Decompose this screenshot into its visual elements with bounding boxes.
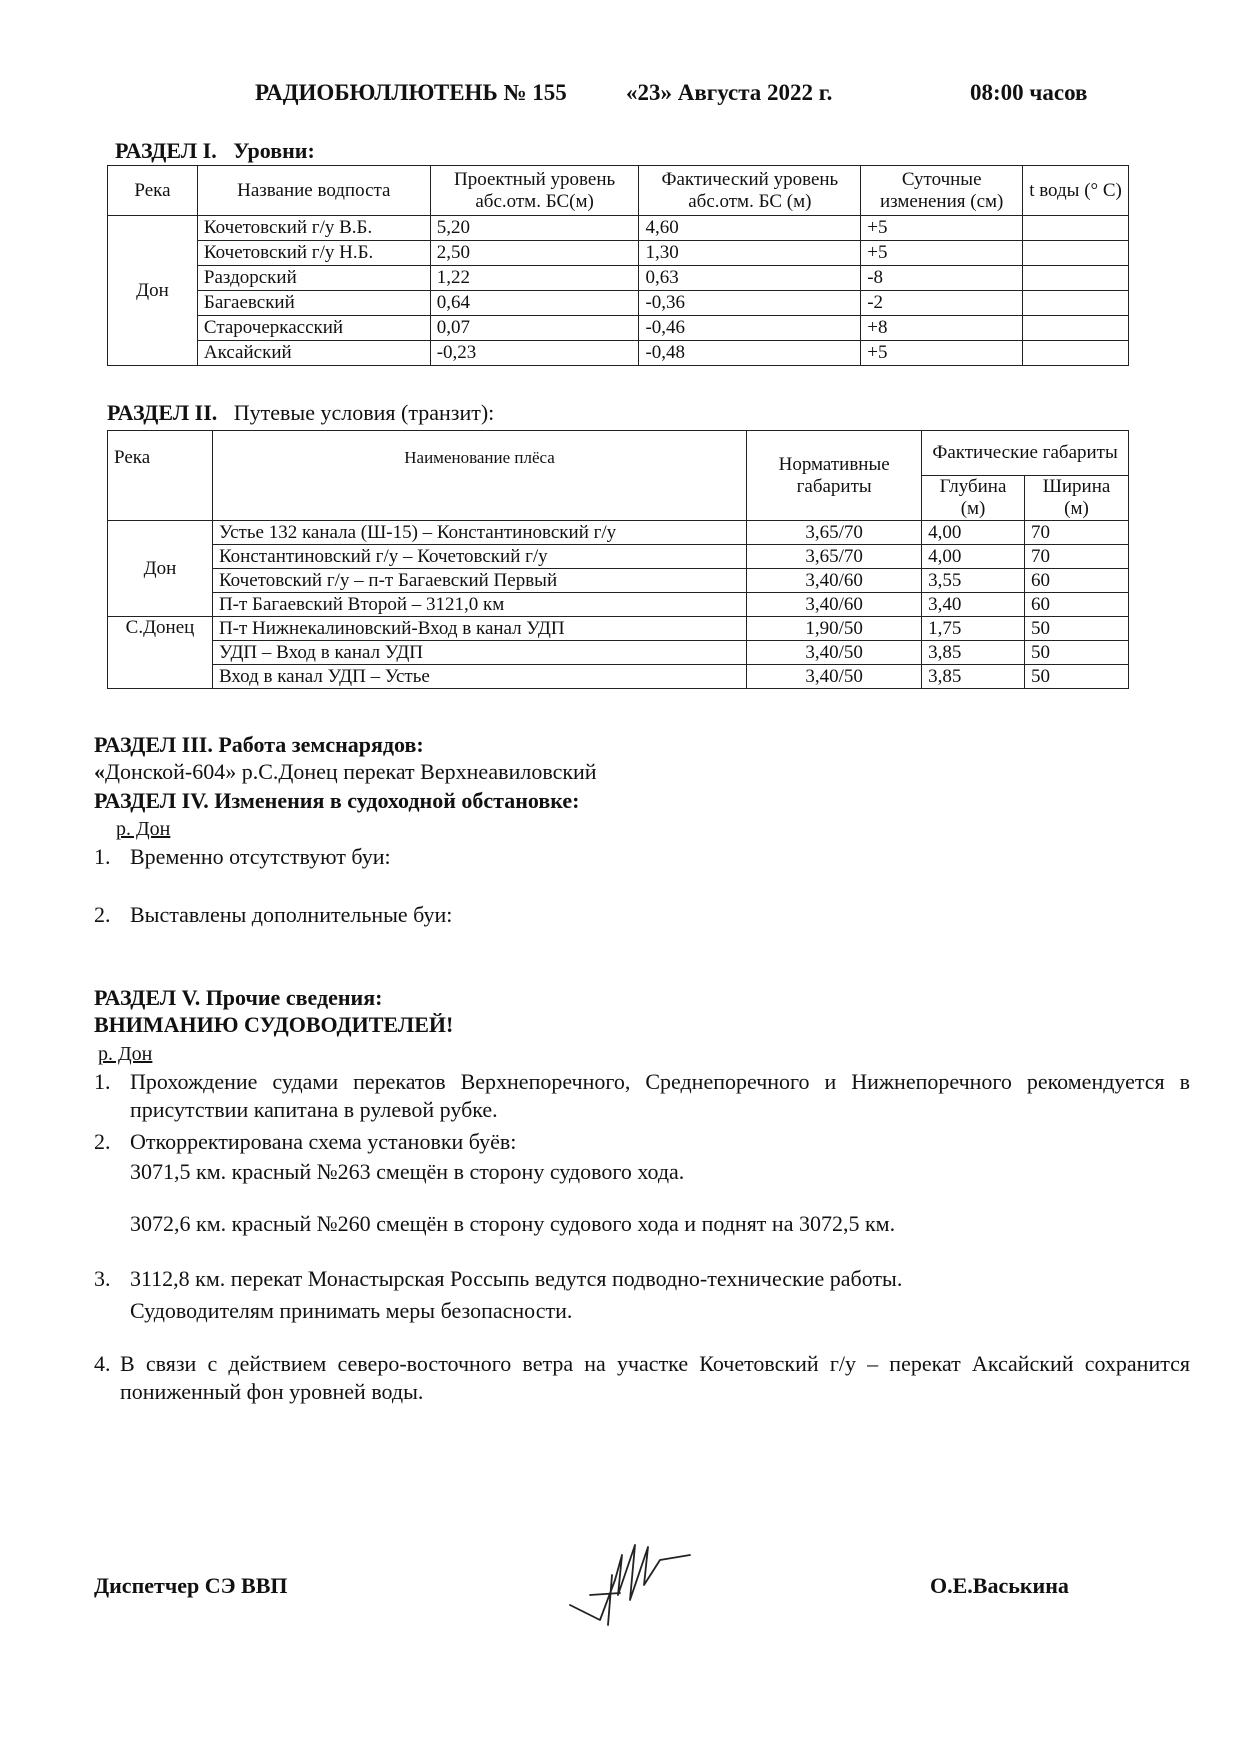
bulletin-time: 08:00 часов: [970, 80, 1088, 105]
depth-cell: 4,00: [922, 521, 1025, 545]
project-cell: 1,22: [430, 266, 639, 291]
table-row: [108, 341, 1129, 366]
fact-cell: 1,30: [639, 241, 861, 266]
temp-cell: [1023, 316, 1129, 341]
fact-cell: 4,60: [639, 216, 861, 241]
river-cell: С.Донец: [108, 617, 213, 689]
change-cell: +5: [861, 341, 1023, 366]
section5-river: р. Дон: [98, 1043, 153, 1065]
reach-cell: П-т Нижнекалиновский-Вход в канал УДП: [212, 617, 746, 641]
width-cell: 70: [1025, 545, 1129, 569]
temp-cell: [1023, 341, 1129, 366]
change-cell: +5: [861, 216, 1023, 241]
post-cell: Кочетовский г/у Н.Б.: [197, 241, 430, 266]
temp-cell: [1023, 266, 1129, 291]
fact-cell: -0,48: [639, 341, 861, 366]
table-row: [108, 665, 1129, 689]
project-cell: -0,23: [430, 341, 639, 366]
buoy-line-2: 3072,6 км. красный №260 смещён в сторону судового хода и поднят на 3072,5 км.: [130, 1211, 896, 1236]
section3-text: «Донской-604» р.С.Донец перекат Верхнеавиловский: [94, 759, 597, 784]
levels-header-row: [108, 166, 1129, 216]
reach-cell: Вход в канал УДП – Устье: [212, 665, 746, 689]
col-depth: Глубина (м): [922, 476, 1025, 521]
col-fact: Фактический уровень абс.отм. БС (м): [639, 166, 861, 216]
norm-cell: 3,65/70: [747, 545, 922, 569]
col-change: Суточные изменения (см): [861, 166, 1023, 216]
table-row: [108, 617, 1129, 641]
project-cell: 0,07: [430, 316, 639, 341]
table-row: [108, 569, 1129, 593]
section5-heading: РАЗДЕЛ V. Прочие сведения:: [94, 985, 383, 1010]
river-cell: Дон: [108, 216, 198, 366]
table-row: [108, 641, 1129, 665]
section5-item-1: 1. Прохождение судами перекатов Верхнепоречного, Среднепоречного и Нижнепоречного рекомендуется в присутствии капитана в рулевой рубке.: [94, 1069, 1190, 1122]
dispatcher-position: Диспетчер СЭ ВВП: [94, 1573, 288, 1598]
width-cell: 60: [1025, 569, 1129, 593]
table-row: [108, 545, 1129, 569]
levels-table: [107, 165, 1129, 366]
temp-cell: [1023, 241, 1129, 266]
dispatcher-name: О.Е.Васькина: [930, 1573, 1069, 1598]
col-norm: Нормативные габариты: [747, 431, 922, 521]
width-cell: 70: [1025, 521, 1129, 545]
col-temp: t воды (° С): [1023, 166, 1129, 216]
norm-cell: 3,40/60: [747, 569, 922, 593]
transit-header-row: [108, 431, 1129, 476]
col-width: Ширина (м): [1025, 476, 1129, 521]
change-cell: +8: [861, 316, 1023, 341]
table-row: [108, 593, 1129, 617]
depth-cell: 3,55: [922, 569, 1025, 593]
change-cell: -2: [861, 291, 1023, 316]
table-row: [108, 316, 1129, 341]
reach-cell: П-т Багаевский Второй – 3121,0 км: [212, 593, 746, 617]
norm-cell: 1,90/50: [747, 617, 922, 641]
attention-heading: ВНИМАНИЮ СУДОВОДИТЕЛЕЙ!: [94, 1012, 454, 1037]
norm-cell: 3,40/60: [747, 593, 922, 617]
col-post: Название водпоста: [197, 166, 430, 216]
section5-item-4: 4. В связи с действием северо-восточного ветра на участке Кочетовский г/у – перекат Аксайский сохранится пониженный фон уровней воды.: [94, 1351, 1190, 1404]
post-cell: Аксайский: [197, 341, 430, 366]
table-row: [108, 291, 1129, 316]
table-row: [108, 521, 1129, 545]
norm-cell: 3,40/50: [747, 665, 922, 689]
temp-cell: [1023, 291, 1129, 316]
post-cell: Багаевский: [197, 291, 430, 316]
col-project: Проектный уровень абс.отм. БС(м): [430, 166, 639, 216]
reach-cell: Кочетовский г/у – п-т Багаевский Первый: [212, 569, 746, 593]
section1-heading: РАЗДЕЛ I. Уровни:: [115, 138, 315, 163]
bulletin-date: «23» Августа 2022 г.: [626, 80, 833, 105]
fact-cell: -0,36: [639, 291, 861, 316]
reach-cell: УДП – Вход в канал УДП: [212, 641, 746, 665]
depth-cell: 3,40: [922, 593, 1025, 617]
section4-item-1: 1. Временно отсутствуют буи:: [94, 844, 391, 869]
buoy-line-1: 3071,5 км. красный №263 смещён в сторону судового хода.: [130, 1159, 685, 1184]
depth-cell: 1,75: [922, 617, 1025, 641]
table-row: [108, 241, 1129, 266]
section5-item-2: 2. Откорректирована схема установки буёв:: [94, 1129, 517, 1154]
post-cell: Раздорский: [197, 266, 430, 291]
section4-heading: РАЗДЕЛ IV. Изменения в судоходной обстановке:: [94, 788, 580, 813]
width-cell: 50: [1025, 641, 1129, 665]
transit-table: [107, 430, 1129, 689]
depth-cell: 4,00: [922, 545, 1025, 569]
change-cell: -8: [861, 266, 1023, 291]
col-reach-name: Наименование плёса: [212, 431, 746, 521]
col-river: Река: [108, 166, 198, 216]
temp-cell: [1023, 216, 1129, 241]
depth-cell: 3,85: [922, 641, 1025, 665]
project-cell: 0,64: [430, 291, 639, 316]
post-cell: Кочетовский г/у В.Б.: [197, 216, 430, 241]
section5-item-3: 3. 3112,8 км. перекат Монастырская Россыпь ведутся подводно-технические работы.: [94, 1266, 903, 1291]
section2-heading: РАЗДЕЛ II. Путевые условия (транзит):: [107, 400, 495, 425]
width-cell: 50: [1025, 665, 1129, 689]
signature-icon: [560, 1535, 700, 1635]
width-cell: 50: [1025, 617, 1129, 641]
depth-cell: 3,85: [922, 665, 1025, 689]
river-cell: Дон: [108, 521, 213, 617]
fact-cell: 0,63: [639, 266, 861, 291]
norm-cell: 3,40/50: [747, 641, 922, 665]
table-row: [108, 266, 1129, 291]
reach-cell: Константиновский г/у – Кочетовский г/у: [212, 545, 746, 569]
section4-river: р. Дон: [116, 818, 171, 840]
col-fact: Фактические габариты: [922, 431, 1129, 476]
change-cell: +5: [861, 241, 1023, 266]
norm-cell: 3,65/70: [747, 521, 922, 545]
project-cell: 5,20: [430, 216, 639, 241]
bulletin-title: РАДИОБЮЛЛЮТЕНЬ № 155: [255, 80, 567, 105]
fact-cell: -0,46: [639, 316, 861, 341]
col-river: Река: [108, 431, 213, 521]
reach-cell: Устье 132 канала (Ш-15) – Константиновский г/у: [212, 521, 746, 545]
section3-heading: РАЗДЕЛ III. Работа земснарядов:: [94, 732, 424, 757]
section4-item-2: 2. Выставлены дополнительные буи:: [94, 902, 453, 927]
table-row: [108, 216, 1129, 241]
project-cell: 2,50: [430, 241, 639, 266]
width-cell: 60: [1025, 593, 1129, 617]
section5-item-3-line-2: Судоводителям принимать меры безопасности.: [130, 1298, 573, 1323]
post-cell: Старочеркасский: [197, 316, 430, 341]
